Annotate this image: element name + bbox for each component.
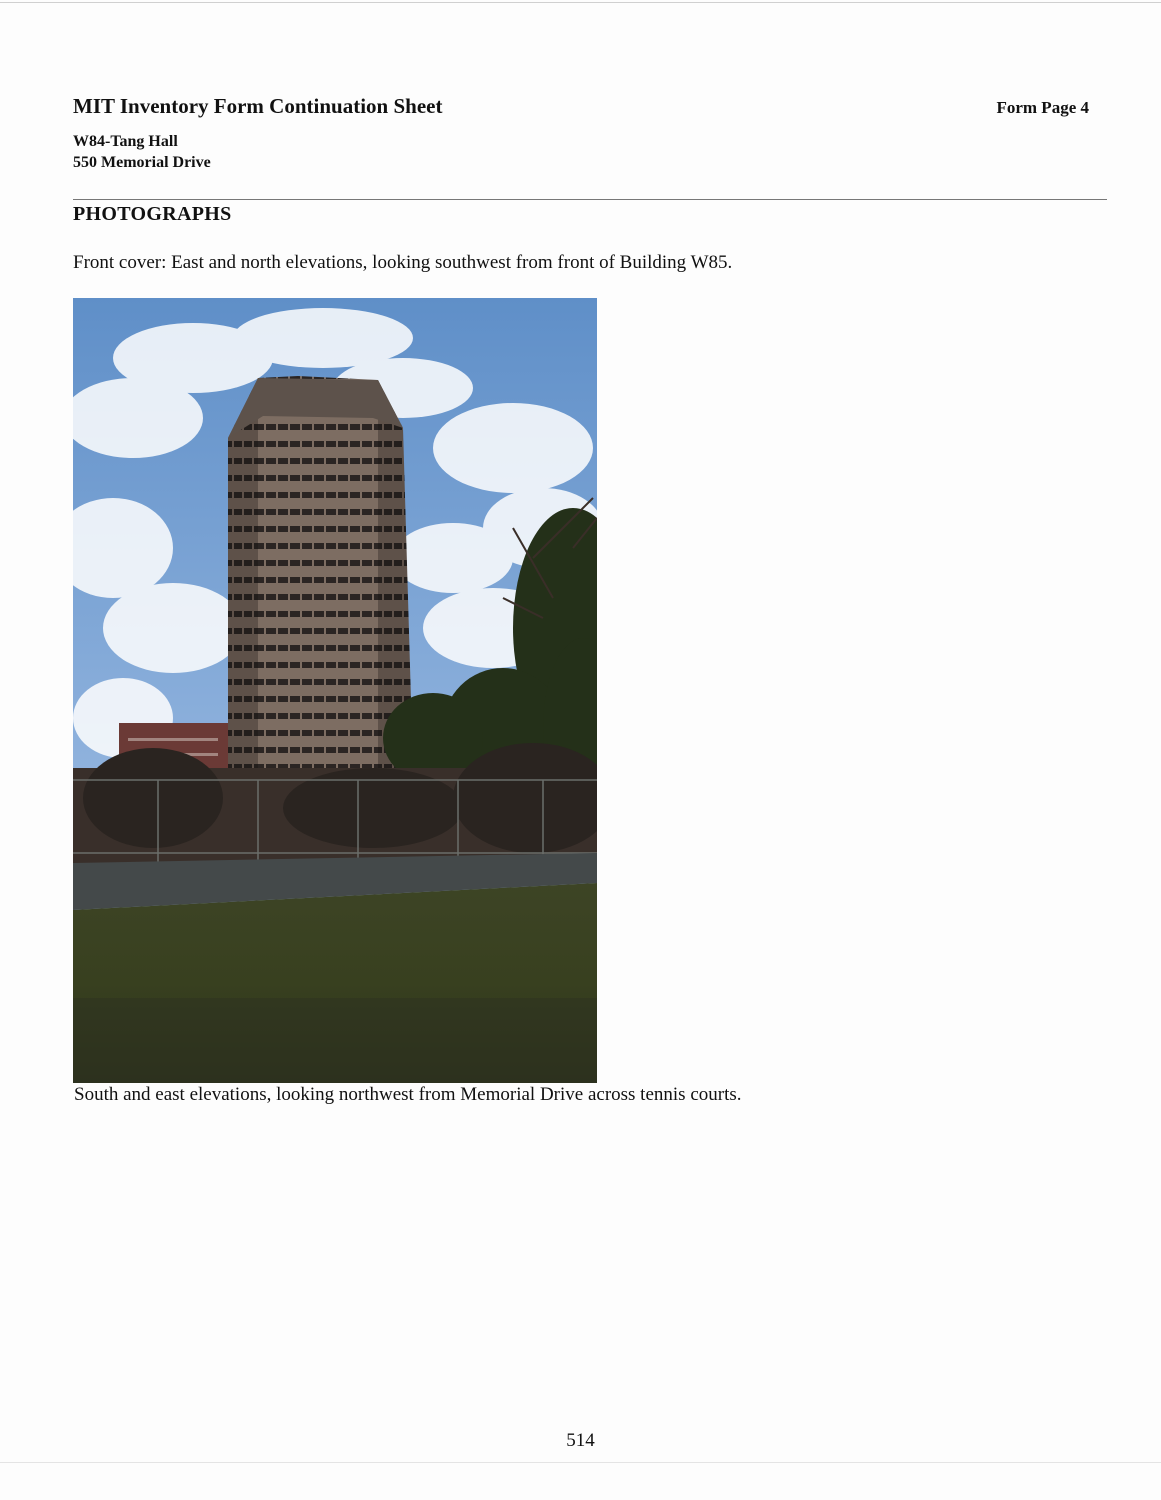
page-number: 514 bbox=[566, 1430, 595, 1451]
tower-photo bbox=[73, 298, 597, 1083]
header-divider bbox=[73, 199, 1107, 200]
scan-top-edge bbox=[0, 2, 1161, 3]
photo-caption: South and east elevations, looking northwest from Memorial Drive across tennis courts. bbox=[74, 1084, 742, 1105]
form-page-label: Form Page 4 bbox=[996, 98, 1089, 117]
scan-bottom-edge bbox=[0, 1462, 1161, 1463]
building-name: W84-Tang Hall bbox=[73, 133, 178, 150]
section-heading: PHOTOGRAPHS bbox=[73, 203, 232, 225]
building-info bbox=[73, 131, 211, 173]
building-address: 550 Memorial Drive bbox=[73, 154, 211, 171]
form-title: MIT Inventory Form Continuation Sheet bbox=[73, 94, 443, 118]
front-cover-caption: Front cover: East and north elevations, looking southwest from front of Building W85. bbox=[73, 252, 733, 273]
